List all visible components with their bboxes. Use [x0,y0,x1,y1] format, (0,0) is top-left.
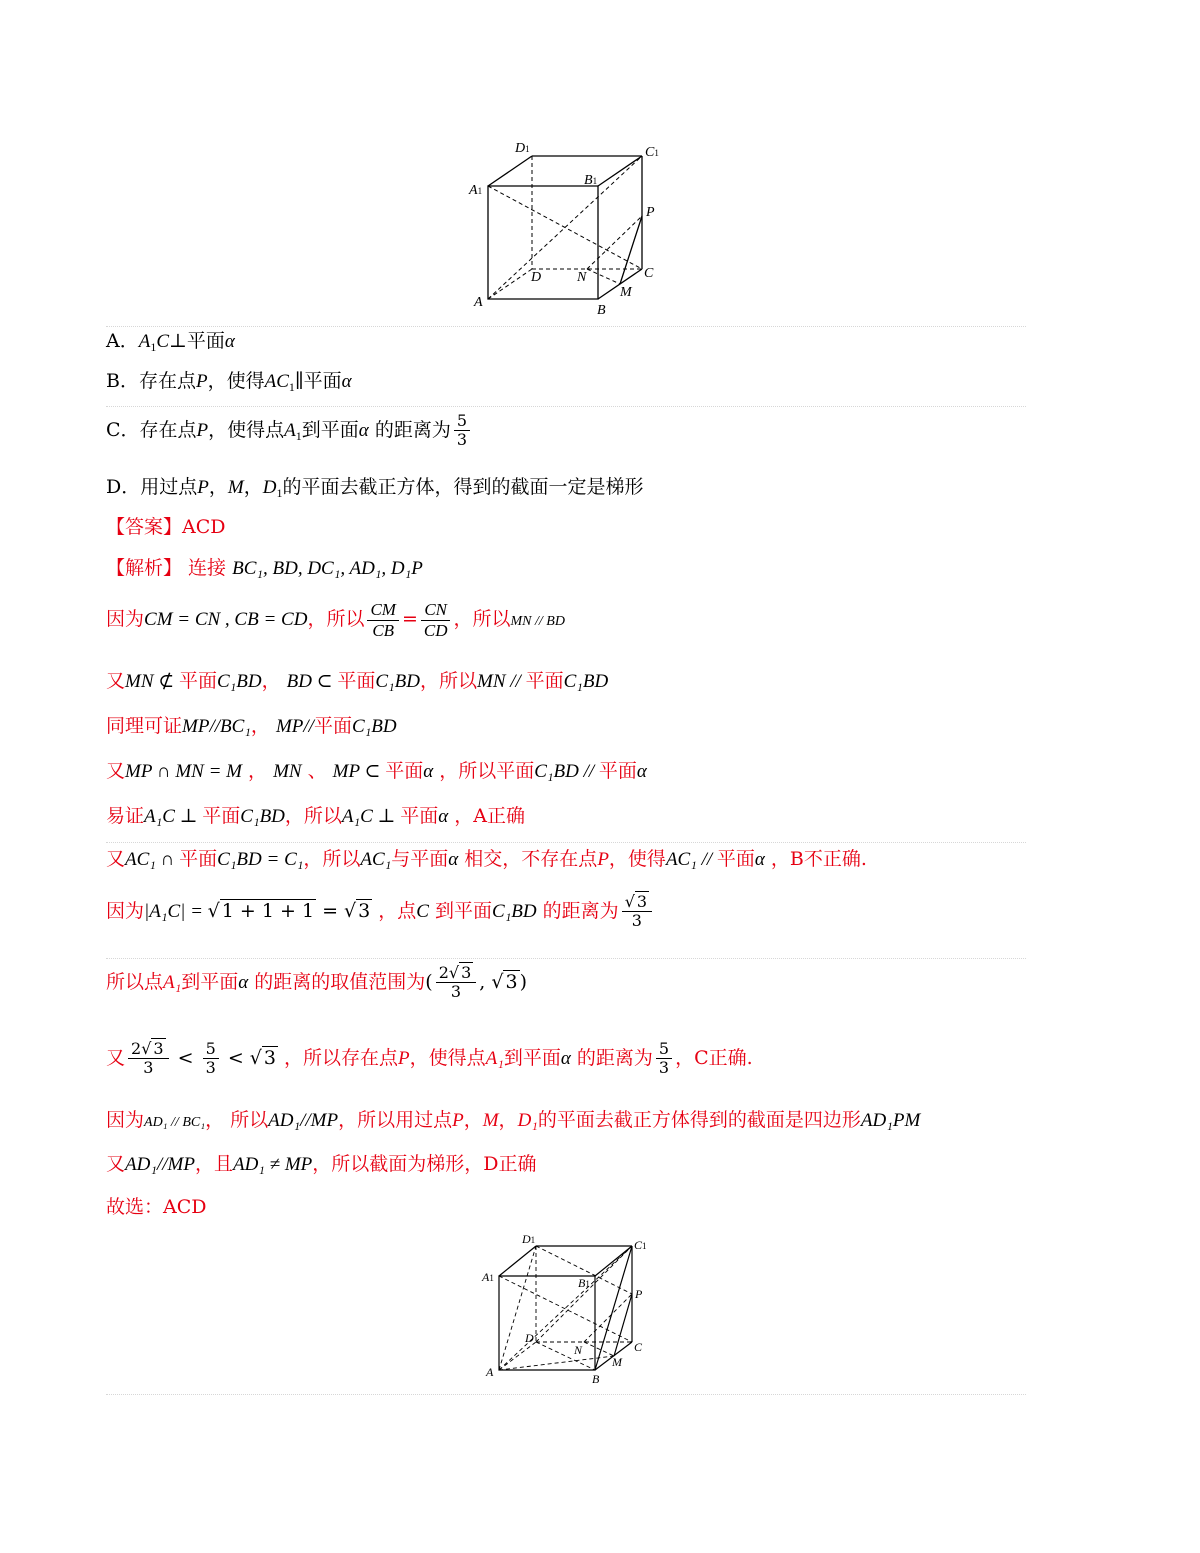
label-P: P [646,205,655,220]
label-A: A [474,295,483,310]
cube-figure-top [465,136,675,316]
divider [106,842,1026,843]
analysis-line-4: 又MP ∩ MN = M ， MN 、 MP ⊂ 平面α ，所以平面C₁BD // 平面α [106,760,647,782]
divider [106,326,1026,327]
analysis-line-9: 又 $\frac{2√ 3}{3}$ < $\frac{5}{3}$ < √ 3 ，所以存在点P，使得点A₁到平面α 的距离为 $\frac{5}{3}$ ，C正确. [106,1039,753,1078]
analysis-line-5: 易证A₁C ⊥ 平面C₁BD，所以A₁C ⊥ 平面α ，A正确 [106,805,525,827]
analysis-line-3: 同理可证MP//BC₁， MP//平面C₁BD [106,715,397,737]
label-B1: B1 [578,1276,590,1290]
label-D: D [531,270,542,285]
divider [106,958,1026,959]
analysis-line-10: 因为AD₁ // BC₁， 所以AD₁//MP，所以用过点P，M，D₁的平面去截正方体得到的截面是四边形AD₁PM [106,1109,921,1131]
label-A: A [486,1365,494,1379]
analysis-line-7: 因为|A₁C| = √ 1 + 1 + 1 = √ 3 ，点C 到平面C₁BD 的距离为 $\frac{√ 3}{3}$ [106,893,655,931]
label-N: N [574,1343,583,1357]
label-C1: C1 [634,1238,647,1252]
label-D1: D1 [515,141,530,156]
label-P: P [635,1287,643,1301]
label-N: N [577,270,587,285]
label-C: C [634,1340,643,1354]
label-B: B [597,303,606,316]
label-M: M [620,285,632,300]
analysis-line-8: 所以点A₁到平面α 的距离的取值范围为( $\frac{2√ 3}{3}$ , √ 3 ) [106,963,527,1002]
label-M: M [612,1355,622,1369]
label-C: C [644,266,654,281]
divider [106,1394,1026,1395]
label-C1: C1 [645,145,659,160]
analysis-line-6: 又AC₁ ∩ 平面C₁BD = C₁，所以AC₁与平面α 相交，不存在点P，使得AC₁ // 平面α ，B不正确. [106,848,867,870]
label-B1: B1 [584,173,598,188]
option-d: D．用过点P，M，$D_1$的平面去截正方体，得到的截面一定是梯形 [106,476,644,500]
analysis-line-1: 因为CM = CN , CB = CD，所以 $\frac{CM}{CB}$ = $\frac{CN}{CD}$ ，所以MN // BD [106,600,565,640]
option-a: A．$A_1C\perp$平面α [106,330,235,354]
answer-line: 【答案】ACD [106,516,226,538]
analysis-conclusion: 故选：ACD [106,1196,207,1218]
option-b: B．存在点P，使得$AC_1\parallel$平面α [106,370,352,394]
label-A1: A1 [469,183,483,198]
option-c: C．存在点P，使得点$A_1$到平面α 的距离为 $\frac{5}{3}$ [106,412,473,450]
label-B: B [592,1372,600,1386]
label-D: D [525,1331,534,1345]
label-A1: A1 [482,1270,494,1284]
analysis-intro: 【解析】 连接 BC₁, BD, DC₁, AD₁, D₁P [106,557,423,579]
analysis-line-11: 又AD₁//MP，且AD₁ ≠ MP，所以截面为梯形，D正确 [106,1153,537,1175]
divider [106,406,1026,407]
label-D1: D1 [522,1232,536,1246]
cube-figure-bottom [478,1230,658,1386]
analysis-line-2: 又MN ⊄ 平面C₁BD， BD ⊂ 平面C₁BD，所以MN // 平面C₁BD [106,670,609,692]
